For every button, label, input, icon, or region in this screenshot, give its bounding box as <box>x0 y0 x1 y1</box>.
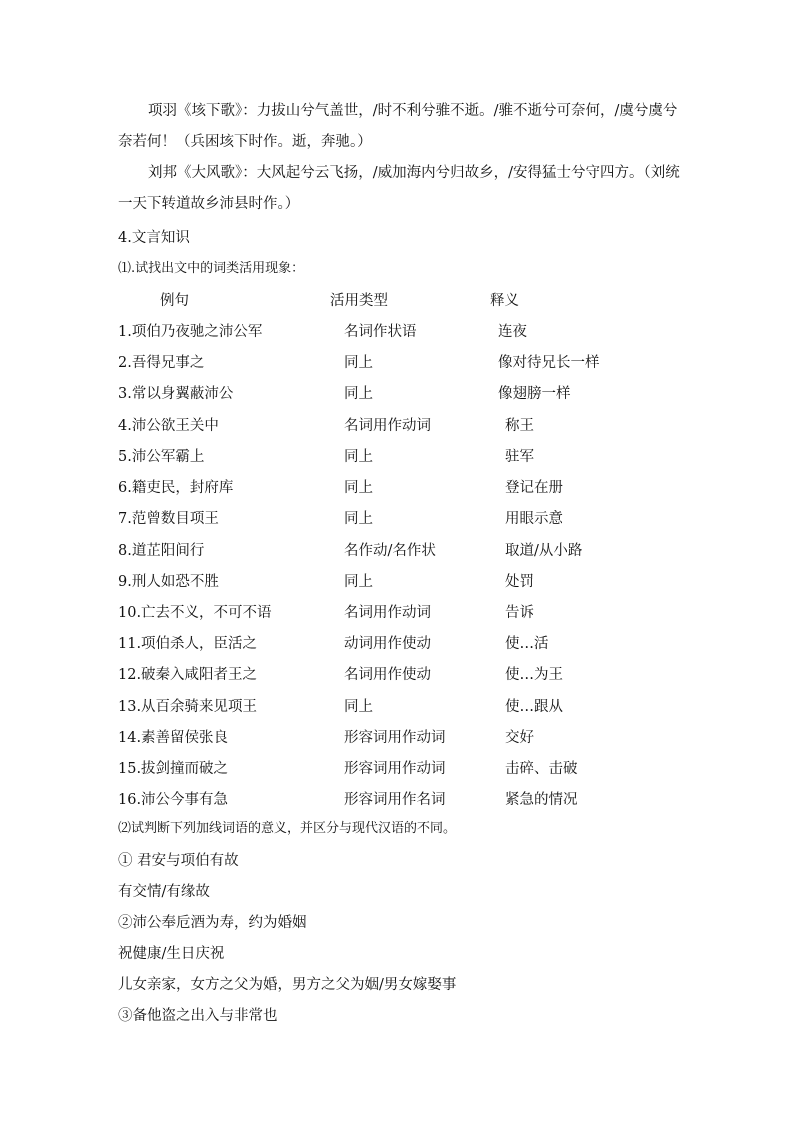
table-row <box>0 632 794 656</box>
table-header-row <box>0 289 794 313</box>
row-type: 同上 <box>344 574 373 590</box>
row-meaning: 称王 <box>505 418 534 434</box>
row-type: 名词用作使动 <box>344 667 431 683</box>
liubang-poem-line-1: 刘邦《大风歌》：大风起兮云飞扬，/威加海内兮归故乡，/安得猛士兮守四方。（刘统 <box>148 165 680 181</box>
row-meaning: 使…跟从 <box>505 699 563 715</box>
row-sentence: 5.沛公军霸上 <box>118 449 205 465</box>
row-meaning: 登记在册 <box>505 480 563 496</box>
row-meaning: 紧急的情况 <box>505 792 578 808</box>
item-question-2: ②沛公奉卮酒为寿，约为婚姻 <box>118 915 307 931</box>
row-meaning: 告诉 <box>505 605 534 621</box>
item-question-3: ③备他盗之出入与非常也 <box>118 1008 278 1024</box>
row-meaning: 连夜 <box>498 324 527 340</box>
row-meaning: 用眼示意 <box>505 511 563 527</box>
table-row <box>0 476 794 500</box>
row-sentence: 6.籍吏民，封府库 <box>118 480 234 496</box>
header-sentence: 例句 <box>160 293 189 309</box>
row-sentence: 1.项伯乃夜驰之沛公军 <box>118 324 263 340</box>
row-meaning: 使…为王 <box>505 667 563 683</box>
row-sentence: 3.常以身翼蔽沛公 <box>118 386 234 402</box>
table-row <box>0 570 794 594</box>
part2-heading: ⑵试判断下列加线词语的意义，并区分与现代汉语的不同。 <box>118 821 457 836</box>
liubang-poem-line-2: 一天下转道故乡沛县时作。） <box>118 196 300 212</box>
table-row <box>0 351 794 375</box>
item-answer-2a: 祝健康/生日庆祝 <box>118 946 225 962</box>
table-row <box>0 414 794 438</box>
table-row <box>0 788 794 812</box>
table-row <box>0 507 794 531</box>
row-sentence: 15.拔剑撞而破之 <box>118 761 229 777</box>
row-meaning: 像翅膀一样 <box>498 386 571 402</box>
row-type: 同上 <box>344 355 373 371</box>
table-row <box>0 382 794 406</box>
part1-heading: ⑴.试找出文中的词类活用现象： <box>118 261 305 276</box>
row-meaning: 取道/从小路 <box>505 543 583 559</box>
row-meaning: 驻军 <box>505 449 534 465</box>
row-sentence: 9.刑人如恐不胜 <box>118 574 219 590</box>
row-sentence: 13.从百余骑来见项王 <box>118 699 258 715</box>
row-sentence: 8.道芷阳间行 <box>118 543 205 559</box>
row-type: 同上 <box>344 511 373 527</box>
row-type: 形容词用作动词 <box>344 730 446 746</box>
row-sentence: 11.项伯杀人，臣活之 <box>118 636 258 652</box>
row-type: 同上 <box>344 480 373 496</box>
row-type: 名作动/名作状 <box>344 543 436 559</box>
header-type: 活用类型 <box>330 293 388 309</box>
table-row <box>0 663 794 687</box>
item-answer-2b: 儿女亲家，女方之父为婚，男方之父为姻/男女嫁娶事 <box>118 977 457 993</box>
table-row <box>0 320 794 344</box>
header-meaning: 释义 <box>490 293 519 309</box>
row-type: 名词用作动词 <box>344 605 431 621</box>
row-type: 形容词用作动词 <box>344 761 446 777</box>
row-type: 名词作状语 <box>344 324 417 340</box>
row-sentence: 7.范曾数目项王 <box>118 511 219 527</box>
section-heading: 4.文言知识 <box>118 230 190 246</box>
row-meaning: 击碎、击破 <box>505 761 578 777</box>
row-sentence: 14.素善留侯张良 <box>118 730 229 746</box>
row-meaning: 使…活 <box>505 636 549 652</box>
row-type: 动词用作使动 <box>344 636 431 652</box>
item-question-1: ① 君安与项伯有故 <box>118 853 239 869</box>
row-type: 同上 <box>344 386 373 402</box>
xiangyu-poem-line-2: 奈若何！（兵困垓下时作。逝，奔驰。） <box>118 134 372 150</box>
row-sentence: 16.沛公今事有急 <box>118 792 229 808</box>
table-row <box>0 757 794 781</box>
row-type: 形容词用作名词 <box>344 792 446 808</box>
row-sentence: 10.亡去不义，不可不语 <box>118 605 272 621</box>
table-row <box>0 726 794 750</box>
xiangyu-poem-line-1: 项羽《垓下歌》：力拔山兮气盖世，/时不利兮骓不逝。/骓不逝兮可奈何，/虞兮虞兮 <box>148 103 678 119</box>
item-answer-1: 有交情/有缘故 <box>118 884 210 900</box>
table-row <box>0 601 794 625</box>
row-meaning: 处罚 <box>505 574 534 590</box>
table-row <box>0 539 794 563</box>
table-row <box>0 695 794 719</box>
row-sentence: 2.吾得兄事之 <box>118 355 205 371</box>
row-meaning: 像对待兄长一样 <box>498 355 600 371</box>
row-sentence: 12.破秦入咸阳者王之 <box>118 667 258 683</box>
row-type: 名词用作动词 <box>344 418 431 434</box>
table-row <box>0 445 794 469</box>
row-sentence: 4.沛公欲王关中 <box>118 418 219 434</box>
row-meaning: 交好 <box>505 730 534 746</box>
row-type: 同上 <box>344 699 373 715</box>
row-type: 同上 <box>344 449 373 465</box>
